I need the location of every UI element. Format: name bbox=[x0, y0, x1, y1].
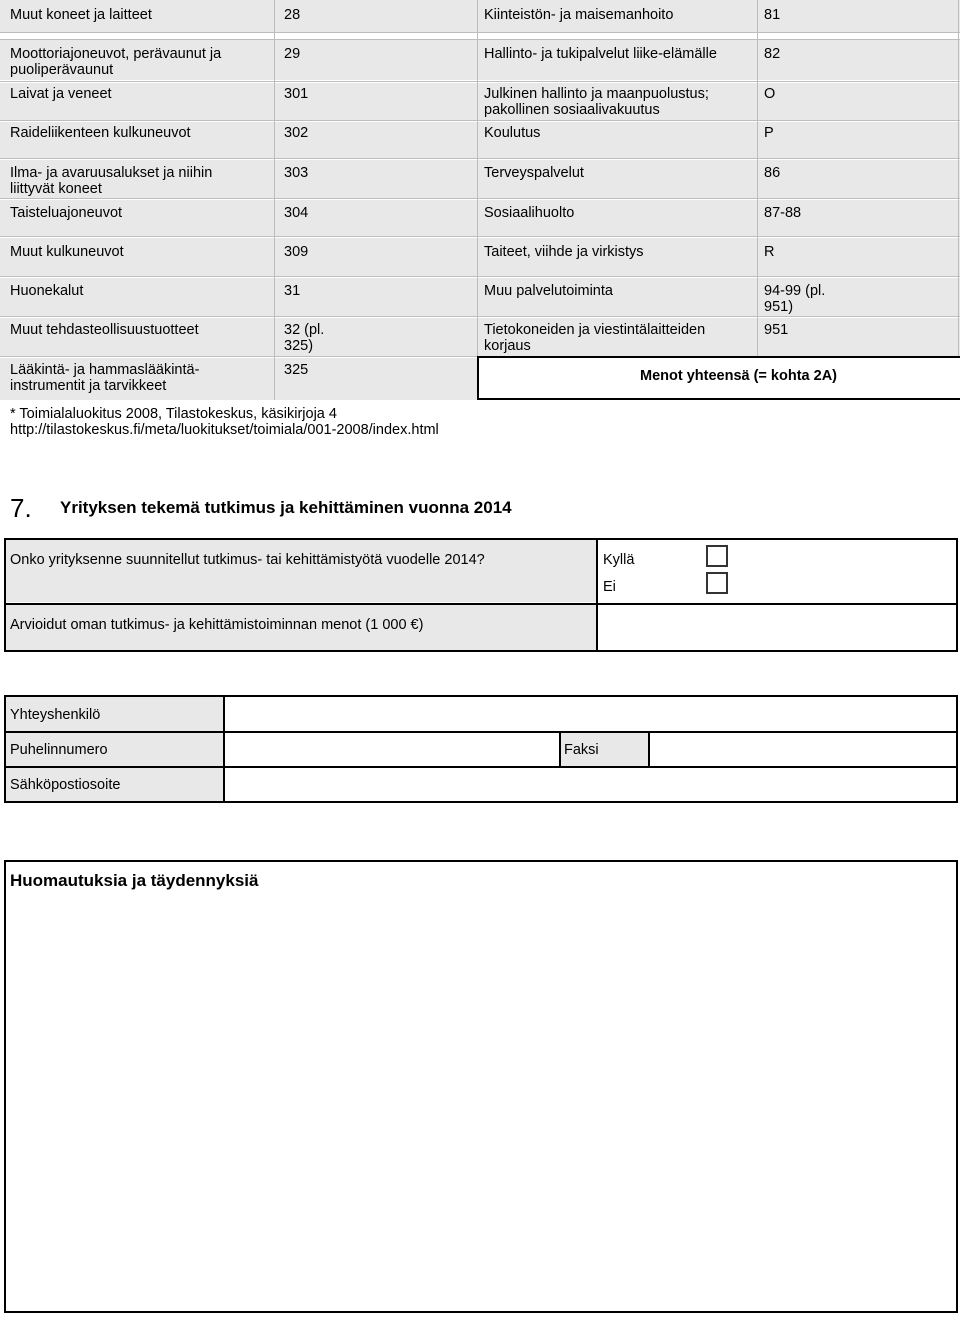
industry-label: Lääkintä- ja hammaslääkintä- instrumentit ja tarvikkeet bbox=[10, 362, 200, 394]
industry-label: Muut tehdasteollisuustuotteet bbox=[10, 322, 199, 338]
contact-person-label: Yhteyshenkilö bbox=[10, 707, 101, 723]
industry-code: 86 bbox=[764, 165, 781, 181]
no-label: Ei bbox=[603, 579, 616, 595]
total-expenses-field[interactable] bbox=[849, 356, 960, 400]
industry-code: 304 bbox=[284, 205, 309, 221]
industry-code: 302 bbox=[284, 125, 309, 141]
footnote-source: * Toimialaluokitus 2008, Tilastokeskus, käsikirjoja 4 bbox=[10, 406, 337, 422]
industry-label: Koulutus bbox=[484, 125, 541, 141]
industry-label: Tietokoneiden ja viestintälaitteiden korjaus bbox=[484, 322, 706, 354]
rd-estimate-label: Arvioidut oman tutkimus- ja kehittämistoiminnan menot (1 000 €) bbox=[10, 617, 424, 633]
row-band bbox=[0, 83, 960, 120]
total-expenses-label: Menot yhteensä (= kohta 2A) bbox=[640, 368, 837, 384]
fax-label: Faksi bbox=[564, 742, 599, 758]
industry-label: Muu palvelutoiminta bbox=[484, 283, 613, 299]
industry-code: 87-88 bbox=[764, 205, 802, 221]
industry-code: 325 bbox=[284, 362, 309, 378]
industry-code: 32 (pl. 325) bbox=[284, 322, 325, 354]
industry-code: 31 bbox=[284, 283, 301, 299]
industry-label: Muut koneet ja laitteet bbox=[10, 7, 152, 23]
industry-code: 82 bbox=[764, 46, 781, 62]
industry-code: 309 bbox=[284, 244, 309, 260]
section-number: 7. bbox=[10, 493, 32, 523]
industry-code: P bbox=[764, 125, 774, 141]
phone-label: Puhelinnumero bbox=[10, 742, 108, 758]
yes-label: Kyllä bbox=[603, 552, 635, 568]
email-input[interactable] bbox=[225, 768, 956, 801]
industry-code: 303 bbox=[284, 165, 309, 181]
no-checkbox[interactable] bbox=[706, 572, 728, 594]
industry-label: Raideliikenteen kulkuneuvot bbox=[10, 125, 191, 141]
industry-label: Moottoriajoneuvot, perävaunut ja puoliperävaunut bbox=[10, 46, 222, 78]
industry-code: O bbox=[764, 86, 776, 102]
email-label: Sähköpostiosoite bbox=[10, 777, 121, 793]
industry-label: Taiteet, viihde ja virkistys bbox=[484, 244, 644, 260]
phone-input[interactable] bbox=[225, 733, 559, 766]
industry-table bbox=[0, 0, 960, 400]
industry-label: Ilma- ja avaruusalukset ja niihin liittyvät koneet bbox=[10, 165, 213, 197]
rd-question-cell bbox=[6, 540, 596, 602]
industry-label: Taisteluajoneuvot bbox=[10, 205, 123, 221]
industry-label: Sosiaalihuolto bbox=[484, 205, 575, 221]
industry-code: 94-99 (pl. 951) bbox=[764, 283, 826, 315]
row-band bbox=[0, 200, 960, 236]
industry-label: Laivat ja veneet bbox=[10, 86, 112, 102]
industry-label: Muut kulkuneuvot bbox=[10, 244, 124, 260]
rd-question: Onko yrityksenne suunnitellut tutkimus- tai kehittämistyötä vuodelle 2014? bbox=[10, 552, 485, 568]
remarks-box[interactable] bbox=[4, 860, 958, 1313]
footnote-url: http://tilastokeskus.fi/meta/luokitukset/toimiala/001-2008/index.html bbox=[10, 422, 439, 438]
remarks-title: Huomautuksia ja täydennyksiä bbox=[10, 871, 259, 890]
industry-label: Terveyspalvelut bbox=[484, 165, 584, 181]
contact-person-input[interactable] bbox=[225, 697, 956, 731]
industry-code: 28 bbox=[284, 7, 301, 23]
yes-checkbox[interactable] bbox=[706, 545, 728, 567]
section-title: Yrityksen tekemä tutkimus ja kehittäminen vuonna 2014 bbox=[60, 498, 512, 517]
industry-code: 81 bbox=[764, 7, 781, 23]
industry-label: Kiinteistön- ja maisemanhoito bbox=[484, 7, 674, 23]
industry-code: 951 bbox=[764, 322, 789, 338]
fax-input[interactable] bbox=[652, 733, 956, 766]
industry-code: 301 bbox=[284, 86, 309, 102]
industry-code: 29 bbox=[284, 46, 301, 62]
industry-code: R bbox=[764, 244, 775, 260]
industry-label: Julkinen hallinto ja maanpuolustus; pakollinen sosiaalivakuutus bbox=[484, 86, 709, 118]
industry-label: Hallinto- ja tukipalvelut liike-elämälle bbox=[484, 46, 717, 62]
industry-label: Huonekalut bbox=[10, 283, 84, 299]
rd-estimate-input[interactable] bbox=[598, 605, 956, 650]
row-band bbox=[0, 238, 960, 276]
